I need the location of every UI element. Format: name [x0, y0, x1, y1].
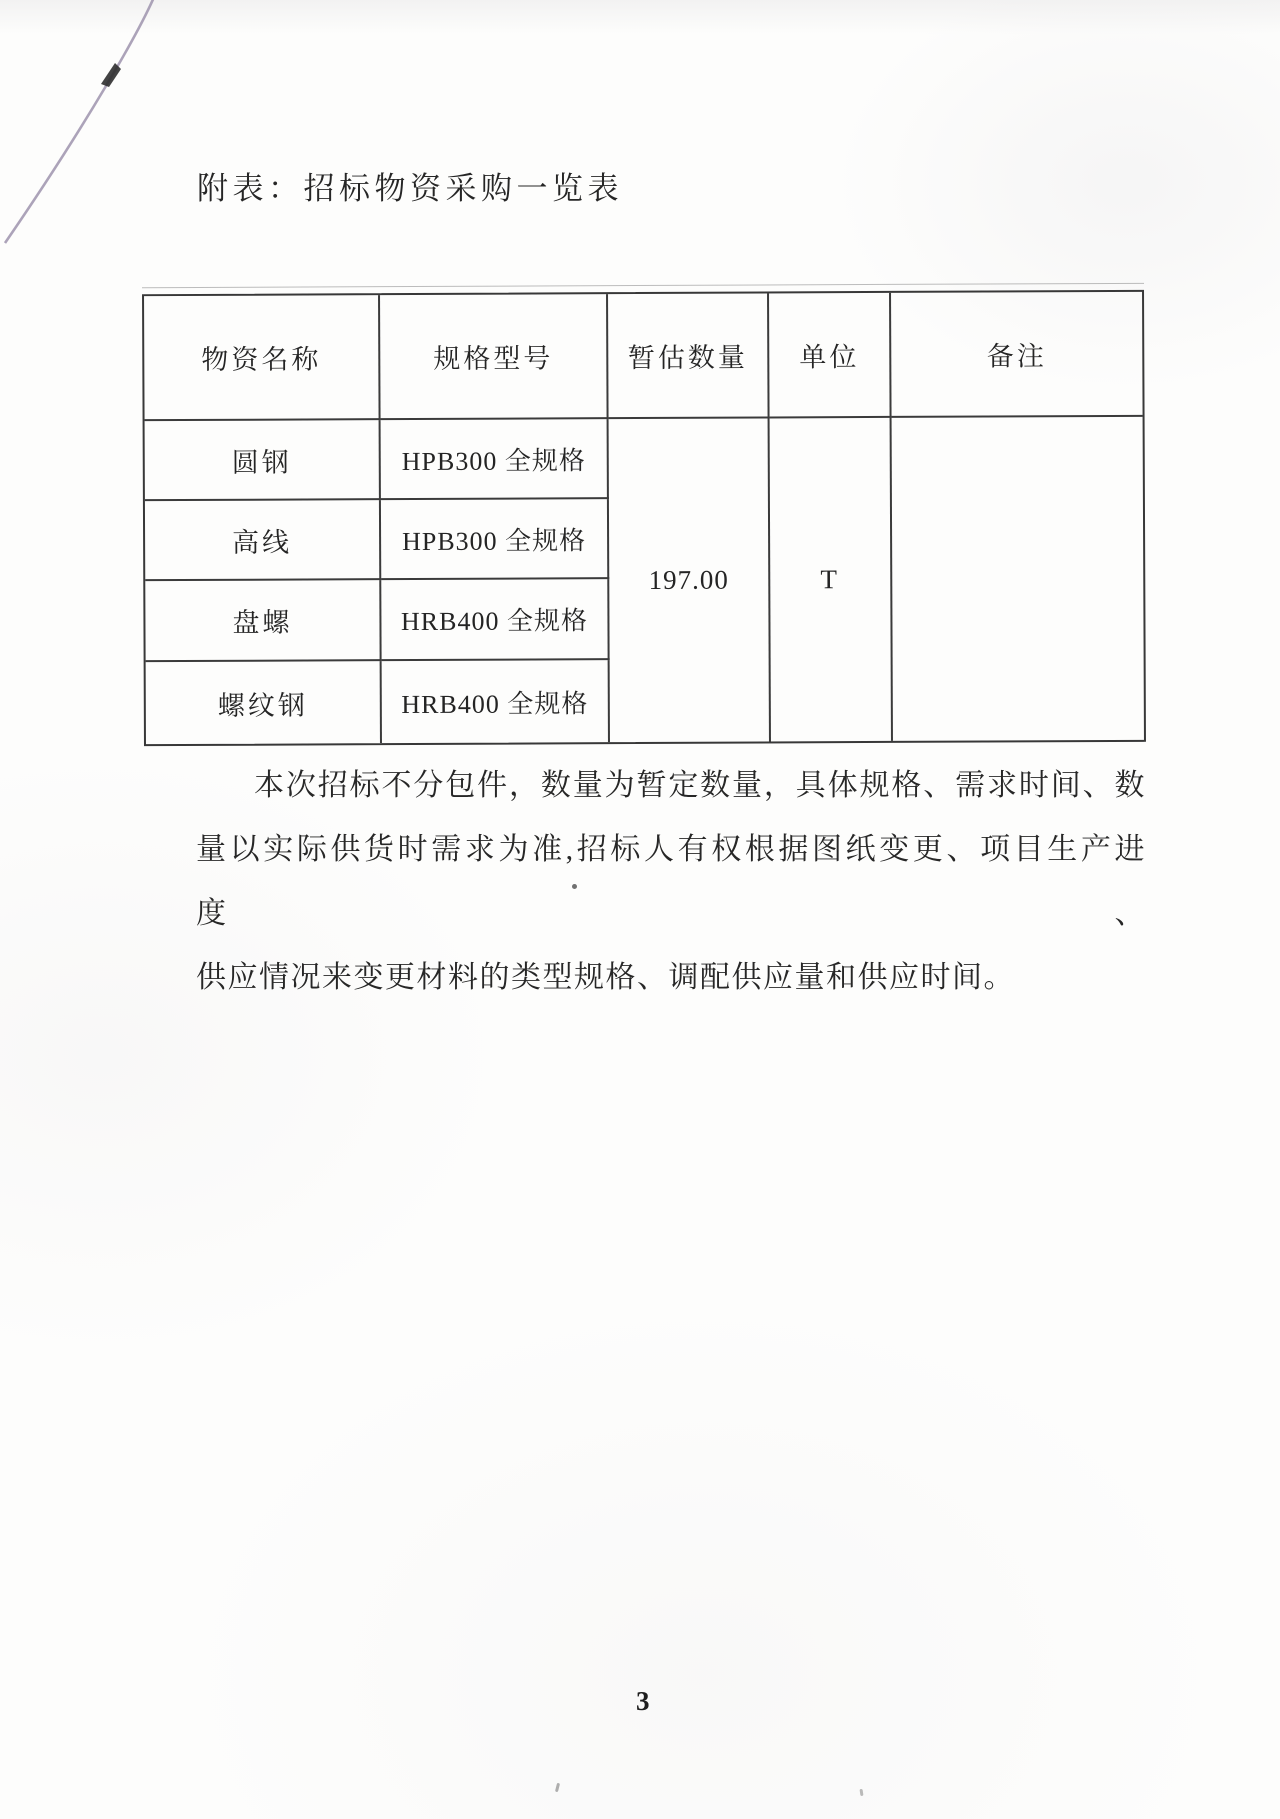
scan-fold-line — [0, 0, 210, 260]
cell-material-name: 高线 — [145, 500, 381, 581]
column-header-estimated-quantity: 暂估数量 — [608, 293, 770, 419]
cell-unit: T — [770, 418, 893, 742]
column-header-spec-model: 规格型号 — [380, 294, 609, 420]
cell-material-name: 盘螺 — [145, 580, 381, 662]
note-line: 本次招标不分包件，数量为暂定数量，具体规格、需求时间、数 — [254, 769, 1146, 802]
cell-spec: HRB400 全规格 — [382, 660, 610, 743]
page-title: 附表：招标物资采购一览表 — [197, 171, 623, 206]
note-line: 量以实际供货时需求为准,招标人有权根据图纸变更、项目生产进度、 — [196, 833, 1146, 930]
note-line: 供应情况来变更材料的类型规格、调配供应量和供应时间。 — [196, 961, 1015, 994]
speck-artifact — [555, 1783, 560, 1792]
note-paragraph — [196, 754, 1146, 1010]
column-header-unit: 单位 — [769, 293, 892, 419]
cell-spec: HRB400 全规格 — [381, 579, 609, 661]
cell-material-name: 圆钢 — [145, 420, 381, 501]
fold-line-stroke — [5, 0, 157, 243]
column-header-material-name: 物资名称 — [144, 295, 381, 421]
page-number: 3 — [636, 1686, 650, 1716]
pen-mark-artifact — [101, 63, 121, 87]
cell-remark — [892, 417, 1144, 741]
cell-spec: HPB300 全规格 — [381, 419, 609, 500]
column-header-remark: 备注 — [891, 292, 1143, 418]
cell-material-name: 螺纹钢 — [146, 661, 382, 744]
cell-estimated-quantity: 197.00 — [609, 418, 771, 742]
speck-artifact — [860, 1789, 863, 1796]
cell-spec: HPB300 全规格 — [381, 499, 609, 580]
procurement-table — [142, 290, 1146, 746]
ink-dot-artifact — [572, 884, 577, 889]
